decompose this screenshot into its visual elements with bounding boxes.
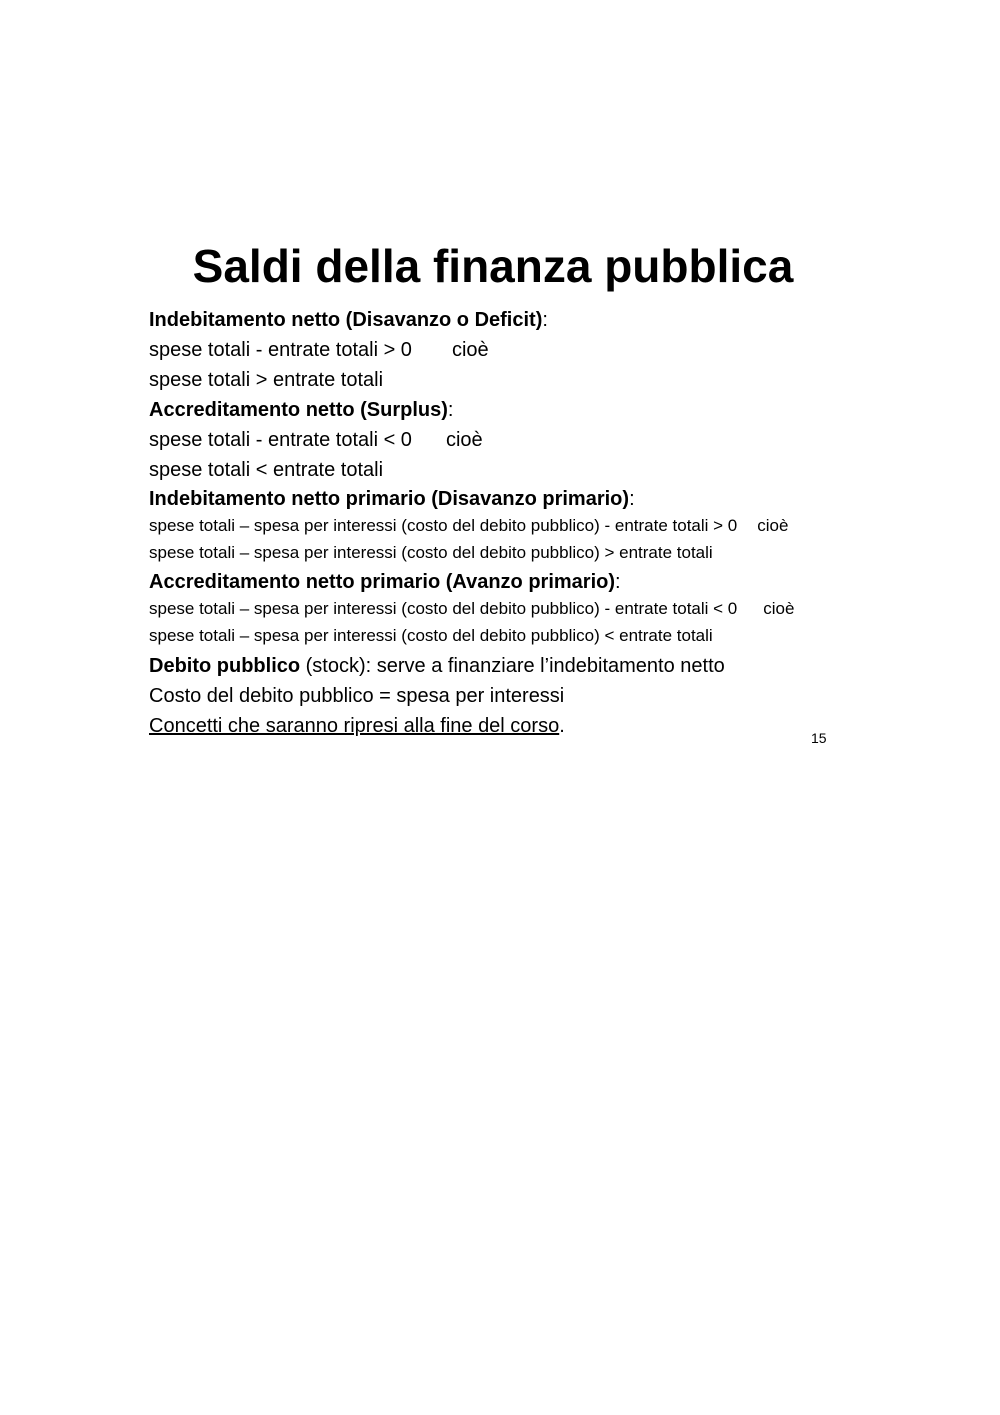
formula-text: spese totali - entrate totali > 0 — [149, 339, 412, 361]
definition-heading-deficit — [149, 308, 548, 332]
definition-public-debt — [149, 654, 725, 678]
formula-text: spese totali < entrate totali — [149, 459, 384, 481]
formula-text: Costo del debito pubblico = spesa per interessi — [149, 685, 565, 707]
formula-text: spese totali – spesa per interessi (costo del debito pubblico) - entrate totali < 0 — [149, 599, 738, 618]
formula-text: spese totali – spesa per interessi (costo del debito pubblico) < entrate totali — [149, 626, 713, 645]
heading-colon: : — [542, 309, 548, 331]
heading-colon: : — [615, 571, 621, 593]
heading-text: Debito pubblico — [149, 655, 301, 677]
formula-text: spese totali – spesa per interessi (costo del debito pubblico) - entrate totali > 0 — [149, 516, 738, 535]
page-number: 15 — [811, 730, 827, 746]
note-text: Concetti che saranno ripresi alla fine del corso — [149, 715, 560, 737]
formula-line — [149, 458, 383, 482]
definition-text: (stock): serve a finanziare l’indebitamento netto — [300, 655, 725, 677]
definition-heading-surplus — [149, 398, 453, 422]
heading-colon: : — [629, 488, 635, 510]
note-period: . — [559, 715, 565, 737]
formula-line — [149, 599, 794, 619]
formula-tail: cioè — [451, 339, 489, 361]
formula-line — [149, 626, 713, 646]
definition-heading-primary-surplus — [149, 570, 621, 594]
heading-text: Accreditamento netto (Surplus) — [149, 399, 448, 421]
formula-line — [149, 368, 383, 392]
heading-colon: : — [447, 399, 454, 421]
formula-line — [149, 338, 489, 362]
formula-line — [149, 428, 483, 452]
page-title: Saldi della finanza pubblica — [192, 240, 794, 292]
formula-line — [149, 684, 564, 708]
definition-heading-primary-deficit — [149, 487, 635, 511]
closing-note — [149, 714, 565, 738]
formula-tail: cioè — [757, 516, 789, 535]
formula-tail: cioè — [763, 599, 795, 618]
heading-text: Indebitamento netto primario (Disavanzo primario) — [149, 488, 630, 510]
formula-text: spese totali - entrate totali < 0 — [149, 429, 412, 451]
formula-line — [149, 543, 713, 563]
formula-line — [149, 516, 788, 536]
formula-text: spese totali > entrate totali — [149, 369, 384, 391]
formula-text: spese totali – spesa per interessi (costo del debito pubblico) > entrate totali — [149, 543, 713, 562]
heading-text: Accreditamento netto primario (Avanzo primario) — [149, 571, 615, 593]
heading-text: Indebitamento netto (Disavanzo o Deficit) — [149, 309, 543, 331]
formula-tail: cioè — [445, 429, 483, 451]
